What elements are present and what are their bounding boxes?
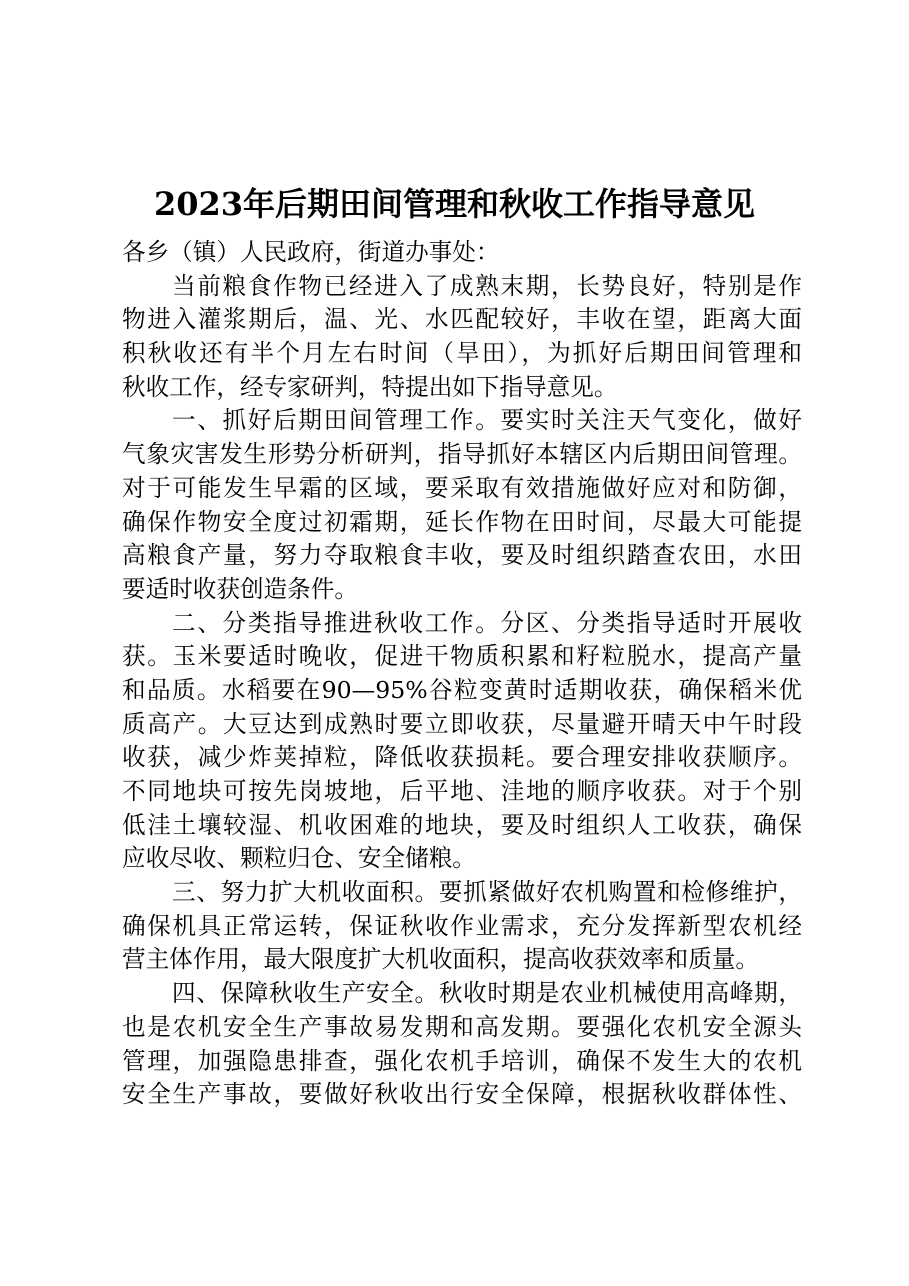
text-line: 收获，减少炸荚掉粒，降低收获损耗。要合理安排收获顺序。 (122, 743, 802, 772)
text-line: 物进入灌浆期后，温、光、水匹配较好，丰收在望，距离大面 (122, 305, 802, 334)
document-title: 2023年后期田间管理和秋收工作指导意见 (153, 185, 756, 223)
text-line: 二、分类指导推进秋收工作。分区、分类指导适时开展收 (172, 608, 802, 637)
text-line: 四、保障秋收生产安全。秋收时期是农业机械使用高峰期， (172, 979, 802, 1008)
text-line: 也是农机安全生产事故易发期和高发期。要强化农机安全源头 (122, 1012, 802, 1041)
text-line: 获。玉米要适时晚收，促进干物质积累和籽粒脱水，提高产量 (122, 642, 802, 671)
text-line: 当前粮食作物已经进入了成熟末期，长势良好，特别是作 (172, 271, 802, 300)
text-line: 质高产。大豆达到成熟时要立即收获，尽量避开晴天中午时段 (122, 709, 802, 738)
text-line: 管理，加强隐患排查，强化农机手培训，确保不发生大的农机 (122, 1046, 802, 1075)
text-line: 低洼土壤较湿、机收困难的地块，要及时组织人工收获，确保 (122, 810, 802, 839)
text-line: 要适时收获创造条件。 (122, 574, 358, 603)
text-line: 秋收工作，经专家研判，特提出如下指导意见。 (122, 372, 618, 401)
text-line: 确保作物安全度过初霜期，延长作物在田时间，尽最大可能提 (122, 507, 802, 536)
text-line: 营主体作用，最大限度扩大机收面积，提高收获效率和质量。 (122, 945, 760, 974)
text-line: 气象灾害发生形势分析研判，指导抓好本辖区内后期田间管理。 (122, 440, 802, 469)
text-line: 确保机具正常运转，保证秋收作业需求，充分发挥新型农机经 (122, 911, 802, 940)
text-line: 三、努力扩大机收面积。要抓紧做好农机购置和检修维护， (172, 878, 802, 907)
text-line: 各乡（镇）人民政府，街道办事处： (122, 238, 500, 266)
text-line: 应收尽收、颗粒归仓、安全储粮。 (122, 844, 476, 873)
text-line: 和品质。水稻要在90—95%谷粒变黄时适期收获，确保稻米优 (122, 675, 802, 704)
text-line: 对于可能发生早霜的区域，要采取有效措施做好应对和防御， (122, 473, 802, 502)
text-line: 积秋收还有半个月左右时间（旱田），为抓好后期田间管理和 (122, 339, 802, 368)
text-line: 不同地块可按先岗坡地，后平地、洼地的顺序收获。对于个别 (122, 777, 802, 805)
text-line: 高粮食产量，努力夺取粮食丰收，要及时组织踏查农田，水田 (122, 541, 802, 570)
document-body (122, 236, 802, 1112)
text-line: 安全生产事故，要做好秋收出行安全保障，根据秋收群体性、 (122, 1080, 802, 1109)
text-line: 一、抓好后期田间管理工作。要实时关注天气变化，做好 (172, 406, 802, 435)
